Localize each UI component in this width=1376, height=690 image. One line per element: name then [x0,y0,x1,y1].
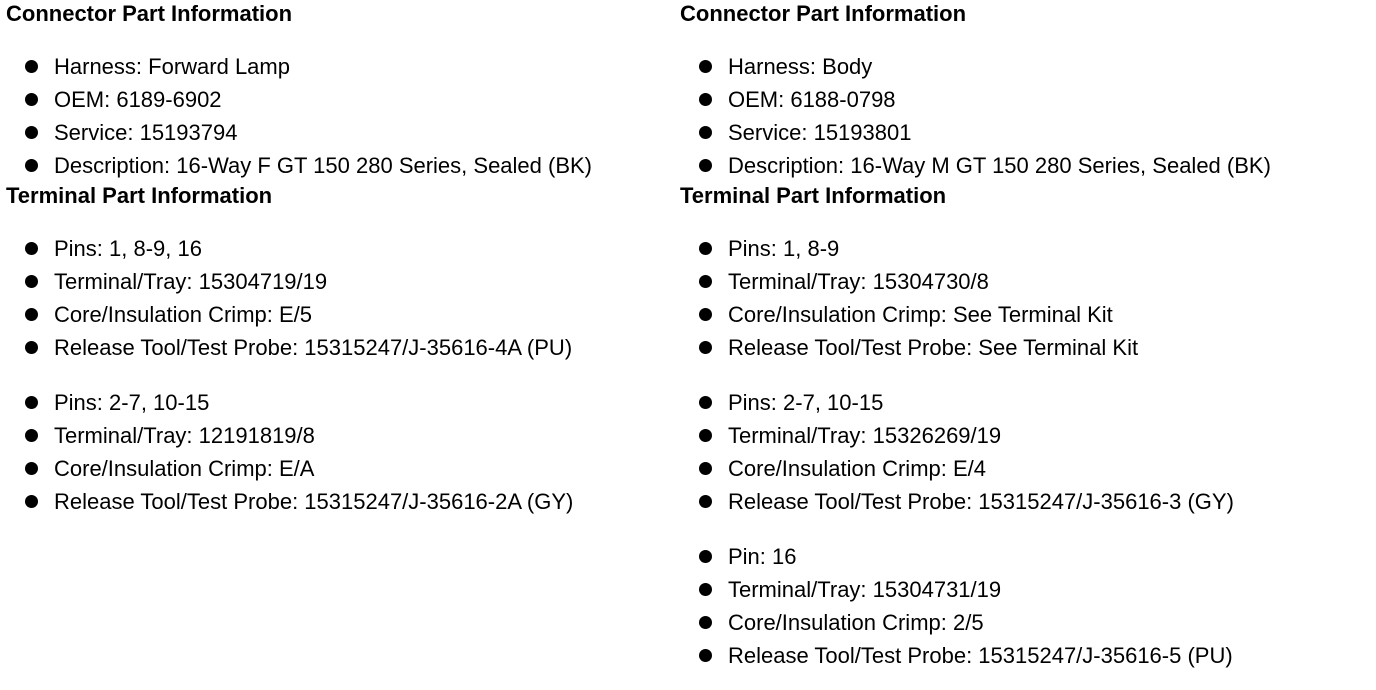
bullet-icon [699,396,712,409]
bullet-icon [699,462,712,475]
list-item: Release Tool/Test Probe: 15315247/J-35616-2A (GY) [6,485,686,518]
list-item: Core/Insulation Crimp: E/A [6,452,686,485]
terminal-heading-right: Terminal Part Information [680,183,947,208]
bullet-icon [25,308,38,321]
bullet-icon [699,583,712,596]
list-item: Terminal/Tray: 15304719/19 [6,265,686,298]
list-item: Release Tool/Test Probe: 15315247/J-35616-5 (PU) [680,639,1360,672]
list-item: Pins: 1, 8-9, 16 [6,232,686,265]
bullet-icon [25,242,38,255]
bullet-icon [25,159,38,172]
list-item: Description: 16-Way M GT 150 280 Series, Sealed (BK) [680,149,1360,182]
bullet-icon [699,60,712,73]
bullet-icon [699,275,712,288]
terminal-heading-left: Terminal Part Information [6,183,273,208]
list-item: Pins: 2-7, 10-15 [680,386,1360,419]
connector-heading-right: Connector Part Information [680,1,967,26]
list-item: Pins: 1, 8-9 [680,232,1360,265]
list-item: Harness: Body [680,50,1360,83]
bullet-icon [25,93,38,106]
list-item: Service: 15193794 [6,116,686,149]
connector-list-left [6,50,686,182]
list-item: Core/Insulation Crimp: 2/5 [680,606,1360,639]
list-item: Terminal/Tray: 12191819/8 [6,419,686,452]
list-item: Harness: Forward Lamp [6,50,686,83]
list-item: Terminal/Tray: 15304730/8 [680,265,1360,298]
bullet-icon [699,126,712,139]
bullet-icon [25,126,38,139]
terminal-group-right-2 [680,386,1360,518]
connector-heading-left: Connector Part Information [6,1,293,26]
left-column [6,0,686,518]
terminal-group-right-1 [680,232,1360,364]
bullet-icon [699,616,712,629]
list-item: Core/Insulation Crimp: See Terminal Kit [680,298,1360,331]
terminal-group-left-2 [6,386,686,518]
list-item: Terminal/Tray: 15326269/19 [680,419,1360,452]
bullet-icon [25,396,38,409]
bullet-icon [699,550,712,563]
list-item: Core/Insulation Crimp: E/5 [6,298,686,331]
list-item: Service: 15193801 [680,116,1360,149]
bullet-icon [699,429,712,442]
bullet-icon [699,159,712,172]
list-item: OEM: 6189-6902 [6,83,686,116]
bullet-icon [699,341,712,354]
connector-list-right [680,50,1360,182]
bullet-icon [25,462,38,475]
list-item: Release Tool/Test Probe: 15315247/J-35616-3 (GY) [680,485,1360,518]
bullet-icon [699,242,712,255]
terminal-group-right-3 [680,540,1360,672]
list-item: Terminal/Tray: 15304731/19 [680,573,1360,606]
bullet-icon [25,429,38,442]
bullet-icon [25,275,38,288]
bullet-icon [25,341,38,354]
bullet-icon [699,495,712,508]
list-item: OEM: 6188-0798 [680,83,1360,116]
bullet-icon [25,495,38,508]
list-item: Pins: 2-7, 10-15 [6,386,686,419]
right-column [680,0,1360,672]
list-item: Release Tool/Test Probe: 15315247/J-35616-4A (PU) [6,331,686,364]
list-item: Core/Insulation Crimp: E/4 [680,452,1360,485]
bullet-icon [699,649,712,662]
list-item: Description: 16-Way F GT 150 280 Series, Sealed (BK) [6,149,686,182]
list-item: Release Tool/Test Probe: See Terminal Kit [680,331,1360,364]
list-item: Pin: 16 [680,540,1360,573]
bullet-icon [699,93,712,106]
bullet-icon [25,60,38,73]
bullet-icon [699,308,712,321]
terminal-group-left-1 [6,232,686,364]
